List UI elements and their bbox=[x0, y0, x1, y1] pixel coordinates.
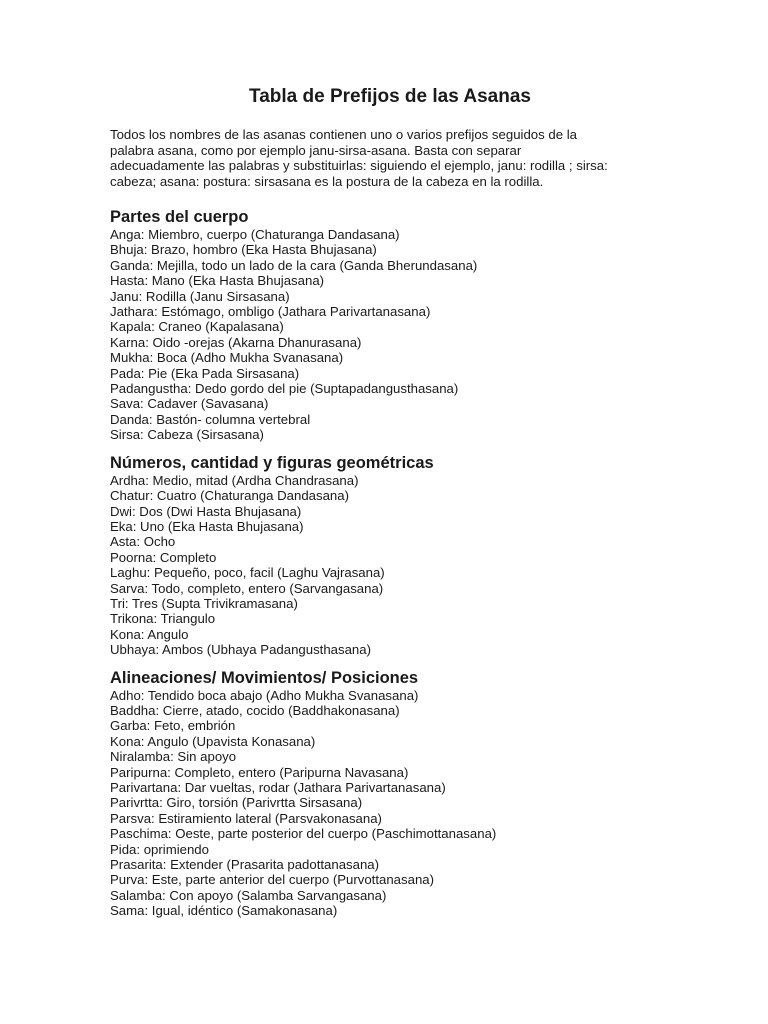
list-item: Chatur: Cuatro (Chaturanga Dandasana) bbox=[110, 488, 349, 504]
list-item: Paschima: Oeste, parte posterior del cuerpo (Paschimottanasana) bbox=[110, 826, 497, 842]
list-item: Asta: Ocho bbox=[110, 534, 176, 550]
list-item: Pida: oprimiendo bbox=[110, 841, 209, 857]
list-item: Prasarita: Extender (Prasarita padottanasana) bbox=[110, 857, 380, 873]
list-item: Ganda: Mejilla, todo un lado de la cara (Ganda Bherundasana) bbox=[110, 257, 478, 273]
list-item: Mukha: Boca (Adho Mukha Svanasana) bbox=[110, 350, 344, 366]
list-item: Kona: Angulo bbox=[110, 626, 189, 642]
list-item: Kona: Angulo (Upavista Konasana) bbox=[110, 733, 316, 749]
list-item: Dwi: Dos (Dwi Hasta Bhujasana) bbox=[110, 503, 302, 519]
list-item: Eka: Uno (Eka Hasta Bhujasana) bbox=[110, 518, 304, 534]
list-item: Sarva: Todo, completo, entero (Sarvangasana) bbox=[110, 580, 384, 596]
list-item: Paripurna: Completo, entero (Paripurna Navasana) bbox=[110, 764, 409, 780]
list-item: Parsva: Estiramiento lateral (Parsvakonasana) bbox=[110, 810, 382, 826]
section-heading: Partes del cuerpo bbox=[110, 208, 249, 226]
entry-list bbox=[110, 473, 670, 658]
list-item: Janu: Rodilla (Janu Sirsasana) bbox=[110, 288, 290, 304]
list-item: Karna: Oido -orejas (Akarna Dhanurasana) bbox=[110, 334, 362, 350]
list-item: Parivrtta: Giro, torsión (Parivrtta Sirsasana) bbox=[110, 795, 363, 811]
list-item: Ubhaya: Ambos (Ubhaya Padangusthasana) bbox=[110, 642, 371, 658]
list-item: Sirsa: Cabeza (Sirsasana) bbox=[110, 427, 264, 443]
list-item: Bhuja: Brazo, hombro (Eka Hasta Bhujasana) bbox=[110, 242, 377, 258]
list-item: Hasta: Mano (Eka Hasta Bhujasana) bbox=[110, 273, 325, 289]
list-item: Pada: Pie (Eka Pada Sirsasana) bbox=[110, 365, 300, 381]
intro-line: palabra asana, como por ejemplo janu-sirsa-asana. Basta con separar bbox=[110, 142, 522, 158]
list-item: Jathara: Estómago, ombligo (Jathara Parivartanasana) bbox=[110, 304, 431, 320]
section-3 bbox=[110, 668, 670, 919]
section-heading: Números, cantidad y figuras geométricas bbox=[110, 453, 434, 472]
list-item: Ardha: Medio, mitad (Ardha Chandrasana) bbox=[110, 472, 359, 488]
intro-line: Todos los nombres de las asanas contienen uno o varios prefijos seguidos de la bbox=[110, 127, 577, 142]
document-title: Tabla de Prefijos de las Asanas bbox=[249, 86, 531, 107]
intro-line: adecuadamente las palabras y substituirlas: siguiendo el ejemplo, janu: rodilla ; sirsa: bbox=[110, 158, 608, 173]
entry-list bbox=[110, 688, 670, 919]
list-item: Parivartana: Dar vueltas, rodar (Jathara Parivartanasana) bbox=[110, 780, 446, 795]
sections-container bbox=[110, 207, 670, 919]
document-page bbox=[110, 86, 670, 929]
list-item: Padangustha: Dedo gordo del pie (Suptapadangusthasana) bbox=[110, 381, 459, 397]
list-item: Kapala: Craneo (Kapalasana) bbox=[110, 319, 284, 335]
section-heading: Alineaciones/ Movimientos/ Posiciones bbox=[110, 668, 419, 687]
list-item: Adho: Tendido boca abajo (Adho Mukha Svanasana) bbox=[110, 687, 419, 703]
list-item: Salamba: Con apoyo (Salamba Sarvangasana) bbox=[110, 887, 387, 903]
list-item: Purva: Este, parte anterior del cuerpo (Purvottanasana) bbox=[110, 872, 435, 888]
list-item: Garba: Feto, embrión bbox=[110, 718, 236, 734]
list-item: Anga: Miembro, cuerpo (Chaturanga Dandasana) bbox=[110, 227, 400, 242]
list-item: Danda: Bastón- columna vertebral bbox=[110, 411, 311, 427]
list-item: Baddha: Cierre, atado, cocido (Baddhakonasana) bbox=[110, 702, 400, 718]
intro-paragraph bbox=[110, 127, 670, 189]
entry-list bbox=[110, 227, 670, 443]
list-item: Niralamba: Sin apoyo bbox=[110, 749, 237, 765]
list-item: Tri: Tres (Supta Trivikramasana) bbox=[110, 595, 298, 611]
list-item: Laghu: Pequeño, poco, facil (Laghu Vajrasana) bbox=[110, 565, 385, 581]
section-1 bbox=[110, 207, 670, 443]
section-2 bbox=[110, 453, 670, 658]
intro-line: cabeza; asana: postura: sirsasana es la postura de la cabeza en la rodilla. bbox=[110, 173, 544, 189]
list-item: Poorna: Completo bbox=[110, 549, 217, 565]
list-item: Sava: Cadaver (Savasana) bbox=[110, 396, 269, 412]
list-item: Sama: Igual, idéntico (Samakonasana) bbox=[110, 903, 338, 919]
list-item: Trikona: Triangulo bbox=[110, 611, 216, 627]
